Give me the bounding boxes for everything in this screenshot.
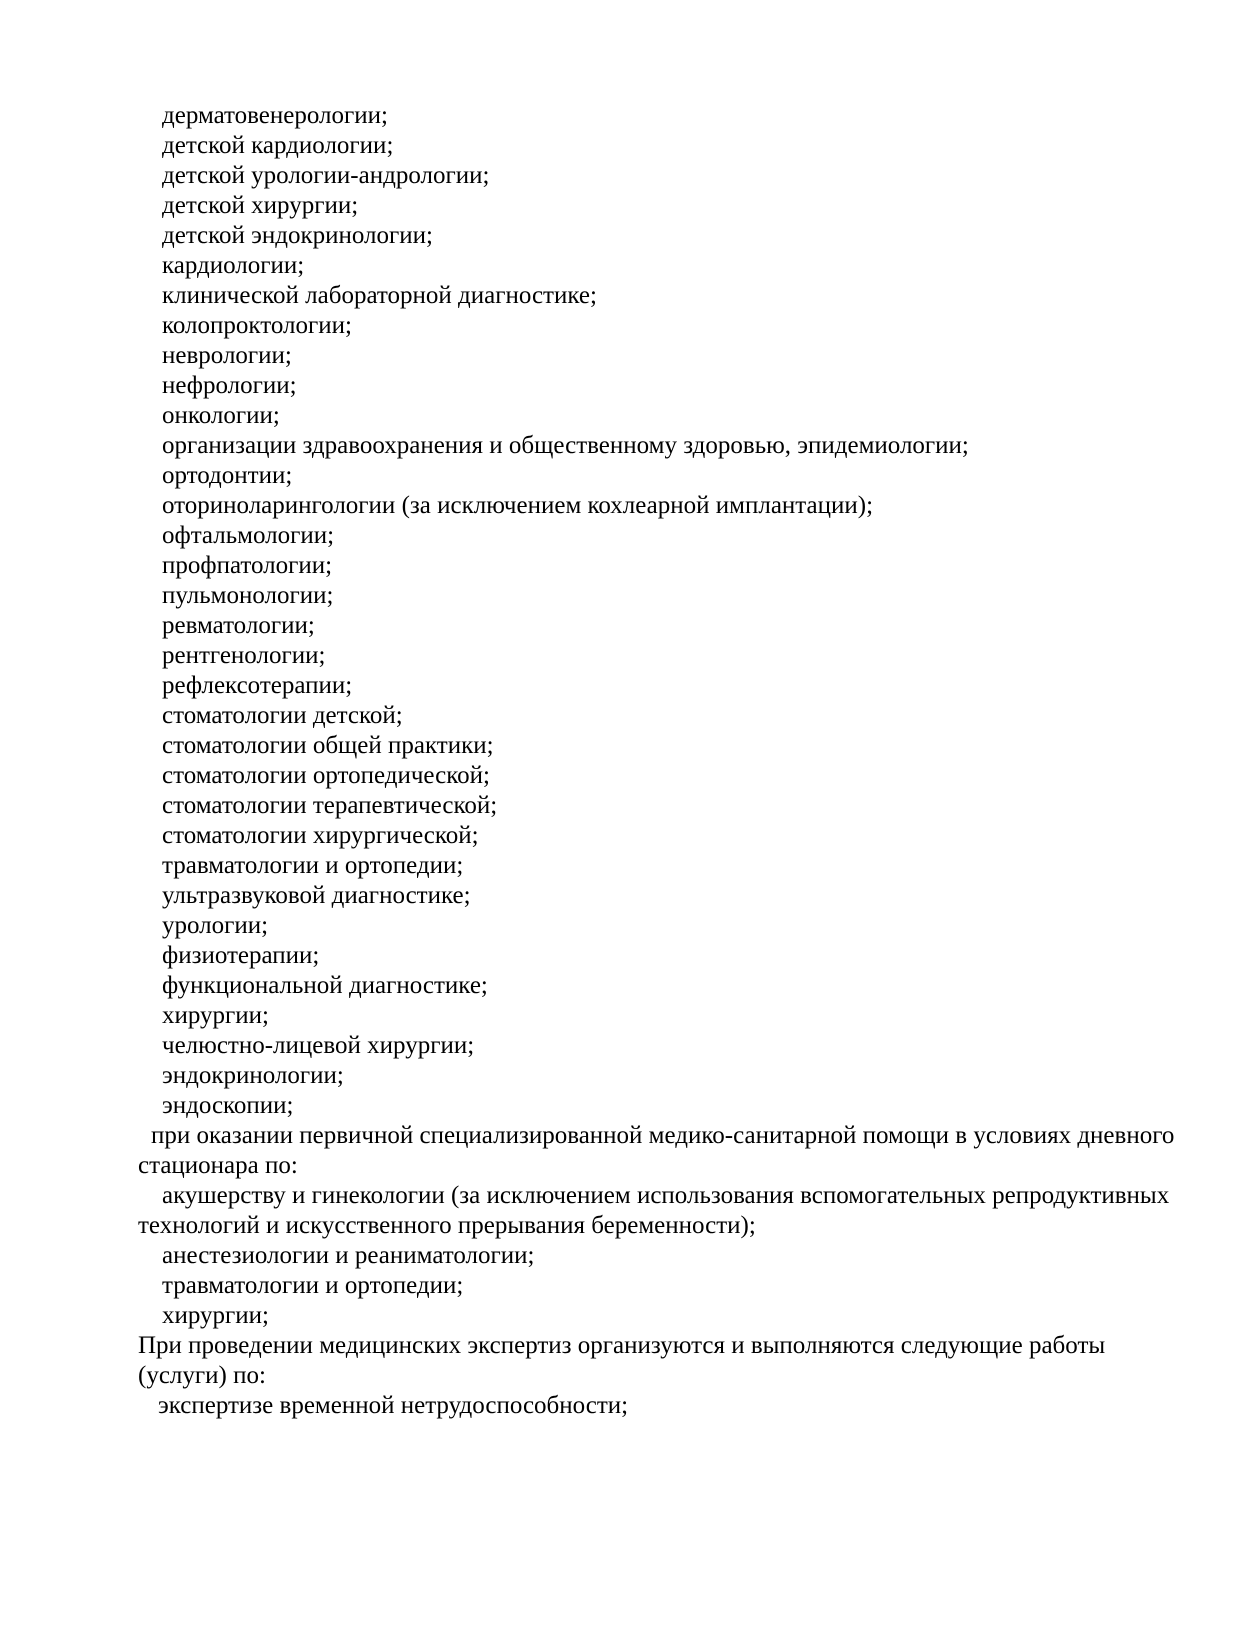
text-line: При проведении медицинских экспертиз организуются и выполняются следующие работы (138, 1332, 1106, 1359)
text-line: детской кардиологии; (162, 132, 394, 159)
document-content (138, 101, 1178, 1421)
text-line: дерматовенерологии; (162, 102, 388, 129)
text-line: эндокринологии; (162, 1062, 344, 1089)
text-line: нефрологии; (162, 372, 297, 399)
text-line: травматологии и ортопедии; (162, 1272, 464, 1299)
text-line: ультразвуковой диагностике; (162, 882, 471, 909)
text-line: пульмонологии; (162, 582, 334, 609)
text-line: функциональной диагностике; (162, 972, 488, 999)
text-line: травматологии и ортопедии; (162, 852, 464, 879)
text-line: рентгенологии; (162, 642, 326, 669)
text-line: организации здравоохранения и общественному здоровью, эпидемиологии; (162, 432, 969, 459)
text-line: стоматологии ортопедической; (162, 762, 490, 789)
text-line: оториноларингологии (за исключением кохлеарной имплантации); (162, 492, 874, 519)
text-line: кардиологии; (162, 252, 305, 279)
text-line: физиотерапии; (162, 942, 320, 969)
text-line: детской хирургии; (162, 192, 359, 219)
text-line: (услуги) по: (138, 1362, 266, 1389)
text-line: клинической лабораторной диагностике; (162, 282, 597, 309)
text-line: стоматологии терапевтической; (162, 792, 498, 819)
text-line: ортодонтии; (162, 462, 293, 489)
text-line: офтальмологии; (162, 522, 335, 549)
text-line: детской урологии-андрологии; (162, 162, 490, 189)
text-line: стоматологии детской; (162, 702, 403, 729)
text-line: колопроктологии; (162, 312, 352, 339)
text-line: стоматологии общей практики; (162, 732, 494, 759)
text-line: эндоскопии; (162, 1092, 294, 1119)
text-line: анестезиологии и реаниматологии; (162, 1242, 535, 1269)
text-line: при оказании первичной специализированной медико-санитарной помощи в условиях дневного (151, 1122, 1175, 1149)
text-line: хирургии; (162, 1002, 270, 1029)
text-line: ревматологии; (162, 612, 315, 639)
text-line: стоматологии хирургической; (162, 822, 479, 849)
text-line: технологий и искусственного прерывания беременности); (138, 1212, 756, 1239)
text-line: экспертизе временной нетрудоспособности; (158, 1392, 629, 1419)
text-line: хирургии; (162, 1302, 270, 1329)
text-line: урологии; (162, 912, 269, 939)
text-line: профпатологии; (162, 552, 333, 579)
text-line: онкологии; (162, 402, 280, 429)
text-line: стационара по: (138, 1152, 298, 1179)
text-line: неврологии; (162, 342, 292, 369)
text-line: акушерству и гинекологии (за исключением использования вспомогательных репродуктивных (162, 1182, 1170, 1209)
text-line: детской эндокринологии; (162, 222, 433, 249)
text-line: челюстно-лицевой хирургии; (162, 1032, 475, 1059)
text-line: рефлексотерапии; (162, 672, 353, 699)
